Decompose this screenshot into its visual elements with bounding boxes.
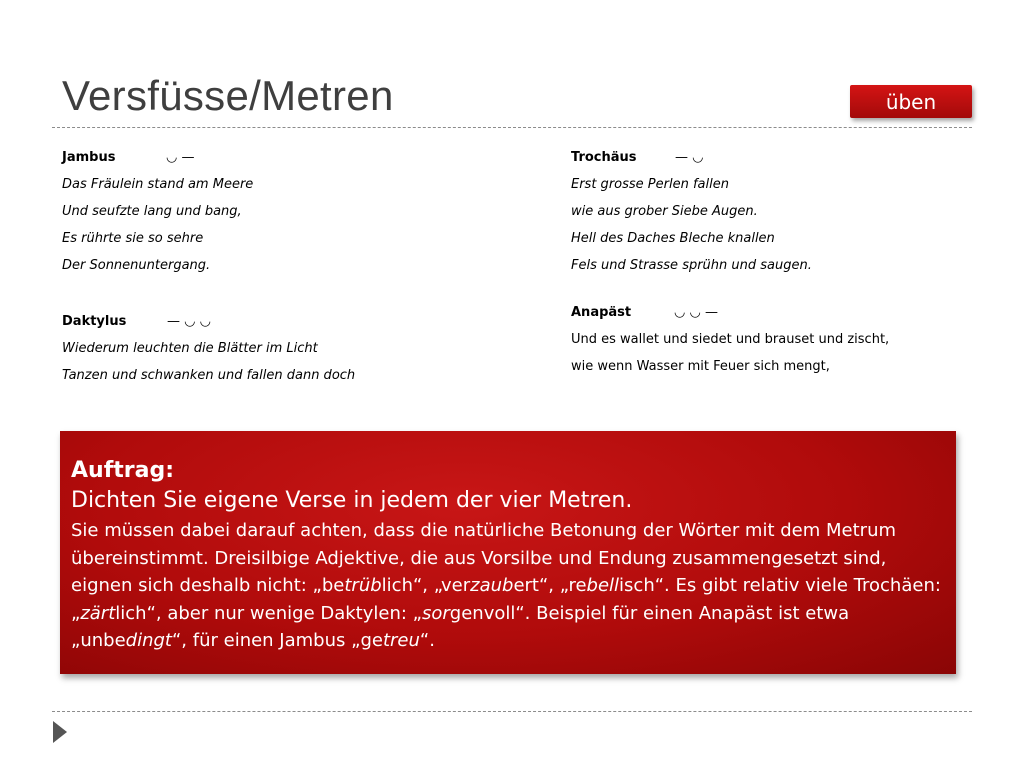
meter-jambus [62, 144, 253, 279]
assignment-box [60, 431, 956, 674]
meter-symbol: ◡ — [166, 150, 195, 165]
text-segment: lich“, aber nur wenige Daktylen: „ [115, 602, 422, 624]
play-arrow-icon[interactable] [53, 721, 67, 743]
text-segment: “, für einen Jambus „ge [171, 630, 383, 651]
text-segment: isch“. Es gibt relativ viele Trochäen: „ [71, 575, 941, 624]
verse-line: Erst grosse Perlen fallen [571, 177, 729, 192]
stressed-syllable: treu [382, 630, 420, 651]
meter-symbol: — ◡ [675, 150, 704, 165]
meter-daktylus [62, 308, 355, 389]
verse-line: wie wenn Wasser mit Feuer sich mengt, [571, 359, 830, 374]
text-segment: ert“, „re [513, 575, 587, 596]
verse-line: Hell des Daches Bleche knallen [571, 231, 775, 246]
verse-line: Es rührte sie so sehre [62, 231, 204, 246]
verse-line: Und seufzte lang und bang, [62, 204, 242, 219]
verse-line: Fels und Strasse sprühn und saugen. [571, 258, 812, 273]
assignment-heading: Auftrag: [71, 458, 175, 483]
text-segment: lich“, „ver [381, 575, 471, 596]
stressed-syllable: dingt [125, 630, 172, 651]
meter-trochaeus [571, 144, 812, 279]
top-divider [52, 127, 972, 128]
page-title: Versfüsse/Metren [62, 72, 394, 119]
meter-name: Jambus [62, 150, 116, 165]
stressed-syllable: bell [586, 575, 620, 596]
verse-line: Tanzen und schwanken und fallen dann doch [62, 368, 356, 383]
bottom-divider [52, 711, 972, 712]
meter-name: Anapäst [571, 305, 632, 320]
verse-line: Und es wallet und siedet und brauset und zischt, [571, 332, 890, 347]
meter-name: Trochäus [571, 150, 637, 165]
meter-symbol: ◡ ◡ — [674, 305, 718, 320]
verse-line: wie aus grober Siebe Augen. [571, 204, 758, 219]
text-segment: “. [419, 630, 435, 651]
meter-symbol: — ◡ ◡ [167, 314, 211, 329]
verse-line: Der Sonnenuntergang. [62, 258, 211, 273]
stressed-syllable: trüb [344, 575, 382, 596]
verse-line: Das Fräulein stand am Meere [62, 177, 254, 192]
meter-anapaest [571, 299, 889, 380]
stressed-syllable: sor [421, 602, 450, 624]
stressed-syllable: zärt [80, 602, 116, 624]
ueben-button[interactable]: üben [850, 85, 972, 118]
assignment-text [71, 517, 946, 655]
stressed-syllable: zaub [470, 575, 514, 596]
meter-name: Daktylus [62, 314, 127, 329]
verse-line: Wiederum leuchten die Blätter im Licht [62, 341, 318, 356]
text-segment: genvoll“. Beispiel für einen Anapäst ist etwa „unbe [71, 602, 850, 651]
assignment-subheading: Dichten Sie eigene Verse in jedem der vier Metren. [71, 488, 633, 513]
text-segment: Sie müssen dabei darauf achten, dass die natürliche Betonung der Wörter mit dem Metrum übereinstimmt. Dreisilbige Adjektive, die aus Vorsilbe und Endung zusammengesetzt sind, eignen sich deshalb nicht: „be [71, 520, 897, 596]
